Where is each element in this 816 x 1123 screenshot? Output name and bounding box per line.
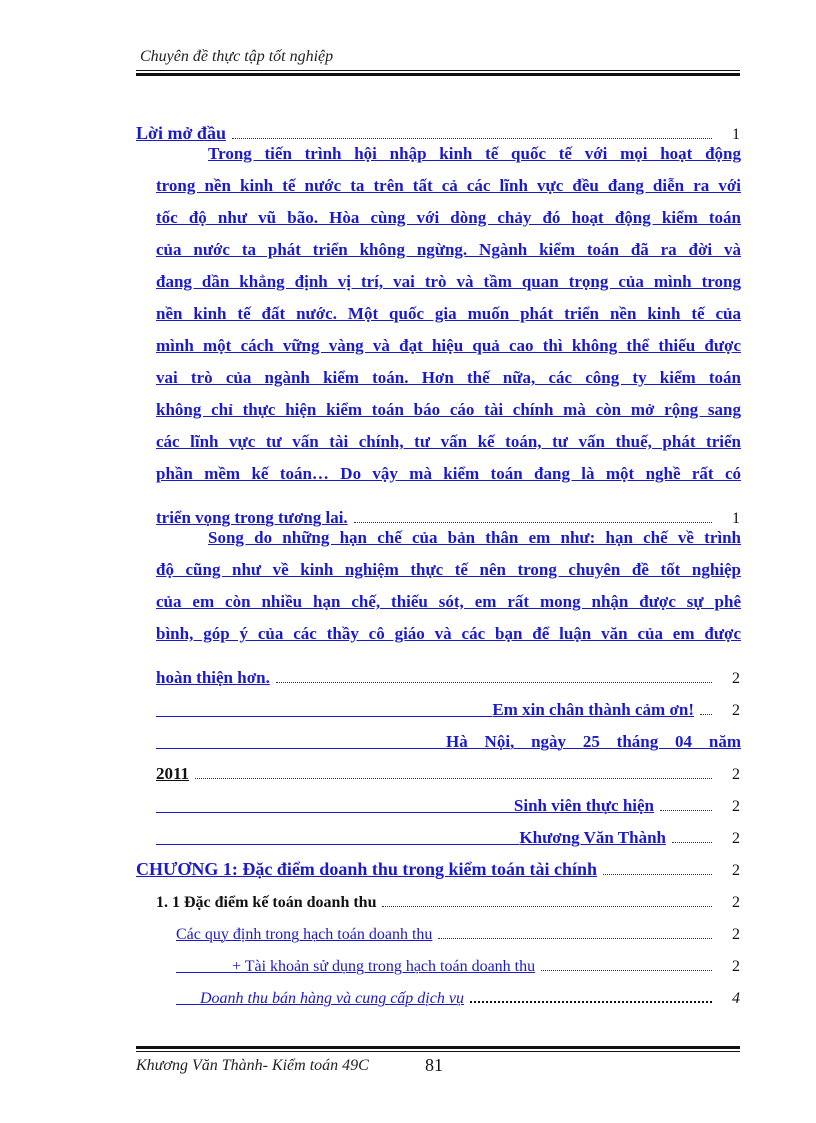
leader-dots [438, 937, 712, 939]
leader-dots [700, 713, 712, 715]
toc-entry-para2-line[interactable]: bình, góp ý của các thầy cô giáo và các bạn để luận văn của em được [156, 624, 741, 643]
toc-page-number: 2 [732, 862, 740, 879]
toc-entry-section-1-1[interactable] [156, 880, 740, 912]
toc-entry-intro[interactable] [136, 112, 740, 144]
toc-entry-label: Em xin chân thành cảm ơn! [492, 700, 694, 719]
underline-space [176, 972, 232, 973]
toc-page-number: 2 [732, 926, 740, 943]
footer-page-number: 81 [425, 1055, 443, 1075]
toc-entry-para1-line[interactable]: nền kinh tế đất nước. Một quốc gia muốn phát triển nền kinh tế của [156, 304, 741, 323]
toc-entry-label: Lời mở đầu [136, 123, 226, 143]
toc-entry-para1-line[interactable]: vai trò của ngành kiểm toán. Hơn thế nữa, các công ty kiểm toán [156, 368, 741, 387]
underline-space [176, 1004, 200, 1005]
toc-entry-label: Doanh thu bán hàng và cung cấp dịch vụ [200, 990, 464, 1007]
leader-dots [382, 905, 712, 907]
toc-entry-label: hoàn thiện hơn. [156, 668, 270, 687]
underline-space [156, 716, 492, 717]
header-rule-thin [136, 70, 740, 71]
toc-entry-label: Sinh viên thực hiện [513, 796, 654, 815]
toc-entry-para1-line[interactable]: đang dần khẳng định vị trí, vai trò và tầm quan trọng của mình trong [156, 272, 741, 291]
toc-entry-label: 1. 1 Đặc điểm kế toán doanh thu [156, 894, 377, 911]
toc-entry-year[interactable] [156, 752, 740, 784]
underline-space [156, 812, 514, 813]
toc-entry-para2-line[interactable]: độ cũng như về kinh nghiệm thực tế nên trong chuyên đề tốt nghiệp [156, 560, 741, 579]
leader-dots [660, 809, 712, 811]
toc-entry-para1-line[interactable]: của nước ta phát triển không ngừng. Ngành kiểm toán đã ra đời và [156, 240, 741, 259]
toc-entry-sub-rules[interactable] [176, 912, 740, 944]
toc-entry-student-role[interactable] [156, 784, 740, 816]
header-title: Chuyên đề thực tập tốt nghiệp [140, 48, 334, 65]
toc-entry-para1-line[interactable]: các lĩnh vực tư vấn tài chính, tư vấn kế toán, tư vấn thuế, phát triển [156, 432, 741, 451]
footer-rule-thin [136, 1051, 740, 1052]
toc-entry-para2-line[interactable]: Song do những hạn chế của bản thân em như: hạn chế về trình [208, 528, 741, 547]
toc-entry-label: Hà Nội, ngày 25 tháng 04 năm [446, 732, 741, 751]
footer-author: Khương Văn Thành- Kiểm toán 49C [136, 1057, 369, 1074]
toc-entry-para1-line[interactable]: không chỉ thực hiện kiểm toán báo cáo tài chính mà còn mở rộng sang [156, 400, 741, 419]
toc-page-number: 1 [732, 510, 740, 527]
toc-entry-para2-line[interactable]: của em còn nhiều hạn chế, thiếu sót, em rất mong nhận được sự phê [156, 592, 741, 611]
toc-entry-para1-line[interactable]: mình một cách vững vàng và đạt hiệu quả cao thì không thể thiếu được [156, 336, 741, 355]
toc-page-number: 2 [732, 766, 740, 783]
leader-dots [232, 137, 712, 139]
leader-dots [541, 969, 712, 971]
toc-entry-para1-line[interactable]: Trong tiến trình hội nhập kinh tế quốc tế với mọi hoạt động [208, 144, 741, 163]
leader-dots [354, 521, 712, 523]
leader-dots [672, 841, 712, 843]
underline-space [156, 748, 446, 749]
toc-entry-sub-accounts[interactable] [176, 944, 740, 976]
toc-page-number: 2 [732, 670, 740, 687]
toc-page-number: 1 [732, 126, 740, 143]
toc-page-number: 2 [732, 702, 740, 719]
toc-entry-sub-revenue[interactable] [176, 976, 740, 1008]
toc-entry-student-name[interactable] [156, 816, 740, 848]
toc-entry-label: + Tài khoản sử dụng trong hạch toán doanh thu [232, 958, 536, 975]
toc-entry-label: Các quy định trong hạch toán doanh thu [176, 926, 433, 943]
toc-entry-chapter-1[interactable] [136, 848, 740, 880]
toc-page-number: 2 [732, 894, 740, 911]
footer-rule-thick [136, 1046, 740, 1049]
leader-dots [470, 1000, 712, 1003]
toc-entry-date[interactable] [156, 720, 741, 752]
leader-dots [276, 681, 712, 683]
toc-entry-label: triển vọng trong tương lai. [156, 508, 348, 527]
toc-entry-label: Khương Văn Thành [519, 828, 666, 847]
toc-entry-label: CHƯƠNG 1: Đặc điểm doanh thu trong kiểm toán tài chính [136, 859, 598, 879]
toc-entry-para1-line[interactable]: tốc độ như vũ bão. Hòa cùng với dòng chảy đó hoạt động kiểm toán [156, 208, 741, 227]
leader-dots [603, 873, 712, 875]
underline-space [156, 844, 519, 845]
toc-entry-para2-last[interactable] [156, 656, 740, 688]
toc-entry-para1-line[interactable]: phần mềm kế toán… Do vậy mà kiểm toán đang là một nghề rất có [156, 464, 741, 483]
toc-entry-thanks[interactable] [156, 688, 740, 720]
toc-page-number: 2 [732, 798, 740, 815]
toc-page-number: 4 [732, 990, 740, 1007]
leader-dots [195, 777, 712, 779]
toc-entry-para1-line[interactable]: trong nền kinh tế nước ta trên tất cả các lĩnh vực đều đang diễn ra với [156, 176, 741, 195]
header-rule-thick [136, 73, 740, 76]
toc-entry-para1-last[interactable] [156, 496, 740, 528]
toc-entry-label: 2011 [156, 764, 190, 783]
toc-page-number: 2 [732, 958, 740, 975]
toc-page-number: 2 [732, 830, 740, 847]
